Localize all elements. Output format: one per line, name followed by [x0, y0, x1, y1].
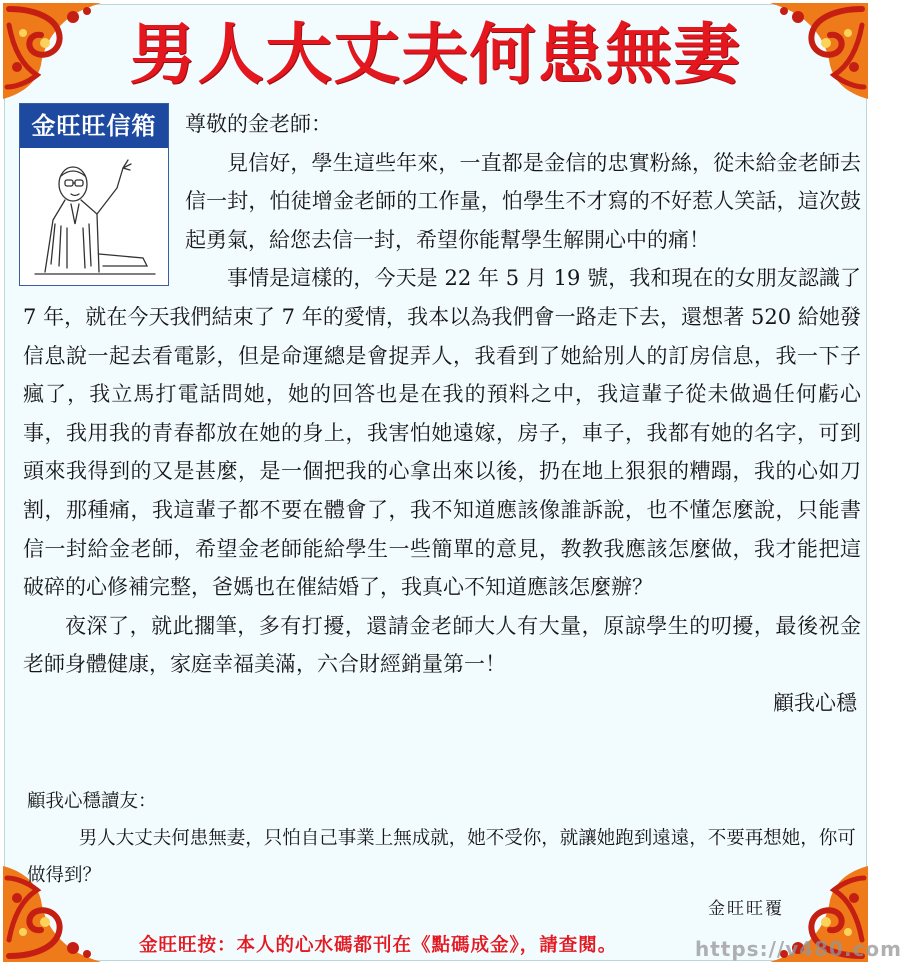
letter-paragraph: 見信好，學生這些年來，一直都是金信的忠實粉絲，從未給金老師去信一封，怕徒增金老師的工作量，怕學生不才寫的不好惹人笑話，這次鼓起勇氣，給您去信一封，希望你能幫學生解開心中的痛！ [185, 150, 861, 252]
letter-salutation: 尊敬的金老師： [185, 112, 332, 136]
letter-paragraph: 夜深了，就此擱筆，多有打擾，還請金老師大人有大量，原諒學生的叨擾，最後祝金老師身體健康，家庭幸福美滿，六合財經銷量第一！ [23, 613, 861, 677]
page-title: 男人大丈夫何患無妻 [129, 15, 742, 93]
badge-spacer [23, 105, 185, 295]
reply-salutation: 顧我心穩讀友： [27, 791, 157, 812]
letter-signature: 顧我心穩 [773, 690, 857, 715]
reply-body: 男人大丈夫何患無妻，只怕自己事業上無成就，她不受你，就讓她跑到遠遠，不要再想她，你可做得到？ [27, 828, 856, 886]
page [4, 4, 902, 961]
letter-paragraph: 事情是這樣的，今天是 22 年 5 月 19 號，我和現在的女朋友認識了 7 年，就在今天我們結束了 7 年的愛情，我本以為我們會一路走下去，還想著 520 給她發信息說一起去看電影，但是命運總是會捉弄人，我看到了她給別人的訂房信息，我一下子瘋了，我立馬打電話問她，她的回答也是在我的預料之中，我這輩子從未做過任何虧心事，我用我的青春都放在她的身上，我害怕她遠嫁，房子，車子，我都有她的名字，可到頭來我得到的又是甚麼，是一個把我的心拿出來以後，扔在地上狠狠的糟蹋，我的心如刀割，那種痛，我這輩子都不要在體會了，我不知道應該像誰訴說，也不懂怎麼說，只能書信一封給金老師，希望金老師能給學生一些簡單的意見，教教我應該怎麼做，我才能把這破碎的心修補完整，爸媽也在催結婚了，我真心不知道應該怎麼辦？ [23, 266, 861, 600]
columnist-reply [27, 783, 865, 894]
reply-signature: 金旺旺覆 [708, 899, 784, 919]
watermark: https://v480.com [695, 937, 902, 961]
footer-note: 金旺旺按：本人的心水碼都刊在《點碼成金》，請查閱。 [139, 935, 618, 956]
mailbox-label: 金旺旺信箱 [20, 104, 168, 148]
reader-letter [23, 105, 861, 723]
